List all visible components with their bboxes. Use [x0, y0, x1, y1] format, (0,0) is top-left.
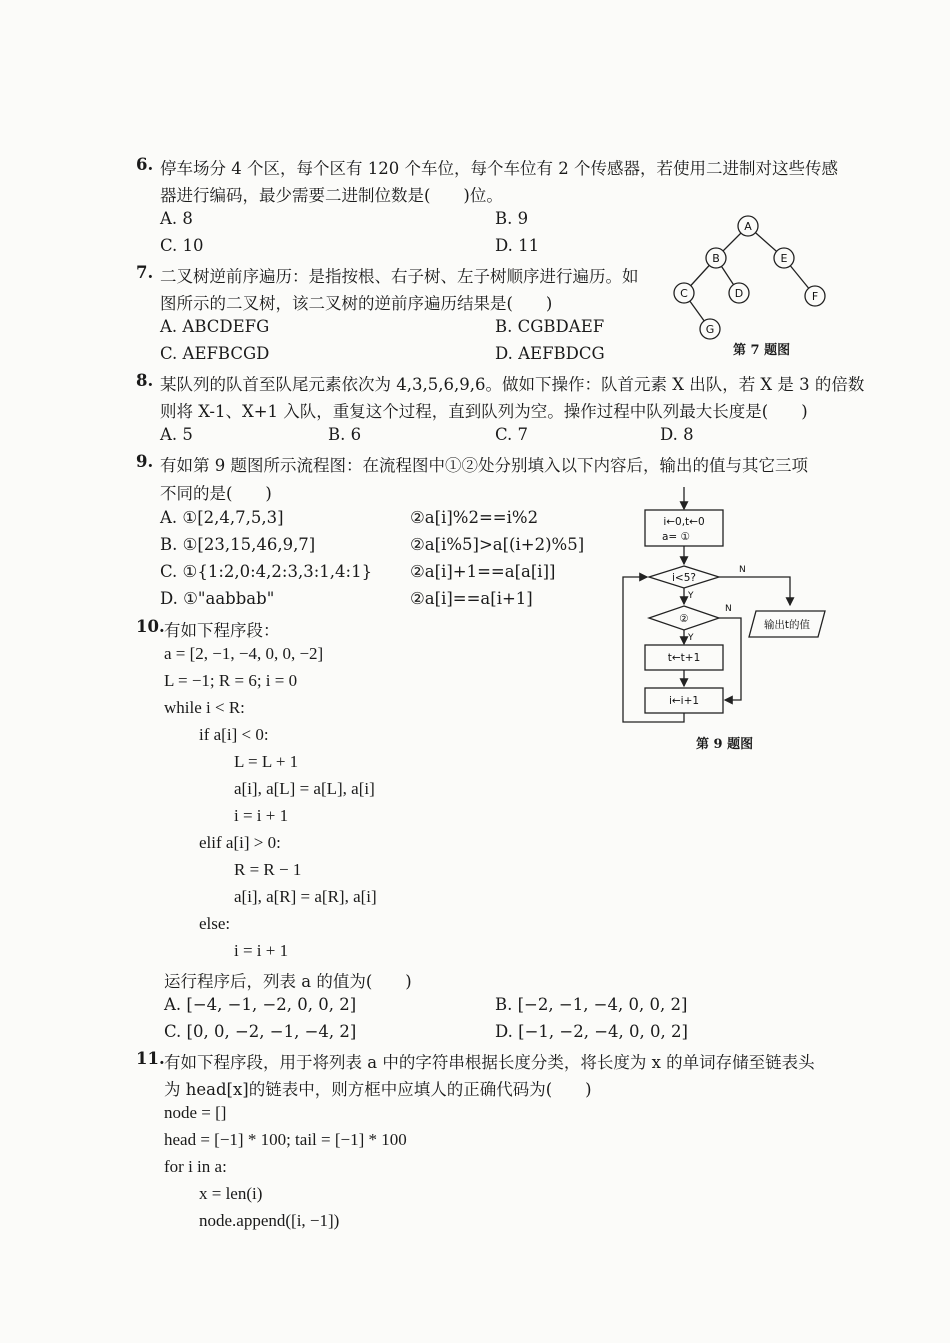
q10-code-line: a = [2, −1, −4, 0, 0, −2] [164, 644, 324, 663]
q7-option-d: D. AEFBDCG [495, 344, 605, 363]
q6-option-d: D. 11 [495, 236, 540, 255]
flow-step1-text: t←t+1 [667, 652, 701, 664]
q9-option-a-condition: ②a[i]%2==i%2 [410, 508, 539, 527]
flow-step2-text: i←i+1 [668, 695, 700, 707]
q10-code-line: R = R − 1 [234, 860, 302, 879]
q9-option-a-input: A. ①[2,4,7,5,3] [160, 508, 284, 527]
q8-option-a: A. 5 [160, 425, 193, 444]
q7-option-b: B. CGBDAEF [495, 317, 605, 336]
q11-line2: 为 head[x]的链表中，则方框中应填人的正确代码为( ) [164, 1080, 592, 1099]
q7-option-a: A. ABCDEFG [160, 317, 270, 336]
q6-line1: 停车场分 4 个区，每个区有 120 个车位，每个车位有 2 个传感器，若使用二进制对这些传感 [160, 159, 838, 178]
q9-line2: 不同的是( ) [160, 484, 272, 503]
q9-number: 9. [136, 452, 154, 471]
flow-condition2-text: ② [679, 613, 689, 625]
q8-option-d: D. 8 [660, 425, 694, 444]
q8-line1: 某队列的队首至队尾元素依次为 4,3,5,6,9,6。做如下操作：队首元素 X 出队，若 X 是 3 的倍数 [160, 375, 865, 394]
tree-label-e: E [780, 252, 788, 265]
q6-line2: 器进行编码，最少需要二进制位数是( )位。 [160, 186, 503, 205]
q7-number: 7. [136, 263, 154, 282]
q10-code-line: elif a[i] > 0: [199, 833, 281, 852]
q10-question: 运行程序后，列表 a 的值为( ) [164, 972, 412, 991]
q6-number: 6. [136, 155, 154, 174]
flow-init-text1: i←0,t←0 [663, 516, 705, 528]
q9-line1: 有如第 9 题图所示流程图：在流程图中①②处分别填入以下内容后，输出的值与其它三项 [160, 456, 808, 475]
q6-option-c: C. 10 [160, 236, 204, 255]
q10-intro: 有如下程序段： [164, 621, 280, 640]
q10-code-line: a[i], a[L] = a[L], a[i] [234, 779, 375, 798]
q10-code-line: else: [199, 914, 231, 933]
q8-line2: 则将 X-1、X+1 入队，重复这个过程，直到队列为空。操作过程中队列最大长度是( ) [160, 402, 808, 421]
q10-code-line: L = −1; R = 6; i = 0 [164, 671, 298, 690]
q8-option-c: C. 7 [495, 425, 529, 444]
q10-code-line: i = i + 1 [234, 806, 289, 825]
tree-label-b: B [712, 252, 720, 265]
q8-option-b: B. 6 [328, 425, 362, 444]
flow-init-text2: a= ① [662, 531, 690, 543]
q11-code-line: x = len(i) [199, 1184, 263, 1203]
q10-option-a: A. [−4, −1, −2, 0, 0, 2] [164, 995, 357, 1014]
q10-code-line: i = i + 1 [234, 941, 289, 960]
flowchart-figure [615, 485, 830, 730]
q7-line2: 图所示的二叉树，该二叉树的逆前序遍历结果是( ) [160, 294, 553, 313]
q7-option-c: C. AEFBCGD [160, 344, 270, 363]
binary-tree-figure [668, 210, 836, 345]
q9-option-c-condition: ②a[i]+1==a[a[i]] [410, 562, 556, 581]
tree-label-c: C [680, 287, 688, 300]
q9-option-b-condition: ②a[i%5]>a[(i+2)%5] [410, 535, 585, 554]
q11-code-line: node.append([i, −1]) [199, 1211, 340, 1230]
flow-no-label-2: N [725, 604, 732, 614]
q8-number: 8. [136, 371, 154, 390]
tree-label-a: A [744, 220, 752, 233]
q9-option-d-input: D. ①"aabbab" [160, 589, 275, 608]
flow-yes-label-1: Y [688, 591, 694, 601]
q11-code-line: for i in a: [164, 1157, 227, 1176]
q10-option-c: C. [0, 0, −2, −1, −4, 2] [164, 1022, 357, 1041]
q10-code-line: L = L + 1 [234, 752, 299, 771]
q10-option-d: D. [−1, −2, −4, 0, 0, 2] [495, 1022, 688, 1041]
q10-option-b: B. [−2, −1, −4, 0, 0, 2] [495, 995, 688, 1014]
q9-option-c-input: C. ①{1:2,0:4,2:3,3:1,4:1} [160, 562, 373, 581]
q11-number: 11. [136, 1049, 165, 1068]
q11-code-line: node = [] [164, 1103, 227, 1122]
q7-line1: 二叉树逆前序遍历：是指按根、右子树、左子树顺序进行遍历。如 [160, 267, 639, 286]
flow-yes-label-2: Y [688, 633, 694, 643]
flow-condition-text: i<5? [672, 572, 696, 584]
q10-code-line: a[i], a[R] = a[R], a[i] [234, 887, 377, 906]
q11-line1: 有如下程序段，用于将列表 a 中的字符串根据长度分类，将长度为 x 的单词存储至链表头 [164, 1053, 815, 1072]
q10-code-line: while i < R: [164, 698, 245, 717]
tree-label-f: F [811, 290, 819, 303]
tree-label-g: G [705, 323, 715, 336]
q10-code-line: if a[i] < 0: [199, 725, 269, 744]
tree-label-d: D [734, 287, 744, 300]
flow-output-text: 输出t的值 [763, 619, 811, 631]
q9-option-b-input: B. ①[23,15,46,9,7] [160, 535, 316, 554]
flow-no-label-1: N [739, 565, 746, 575]
q9-option-d-condition: ②a[i]==a[i+1] [410, 589, 533, 608]
q9-figure-caption: 第 9 题图 [696, 737, 754, 752]
q6-option-a: A. 8 [160, 209, 193, 228]
q7-figure-caption: 第 7 题图 [733, 343, 791, 358]
q11-code-line: head = [−1] * 100; tail = [−1] * 100 [164, 1130, 407, 1149]
q10-number: 10. [136, 617, 165, 636]
q6-option-b: B. 9 [495, 209, 529, 228]
